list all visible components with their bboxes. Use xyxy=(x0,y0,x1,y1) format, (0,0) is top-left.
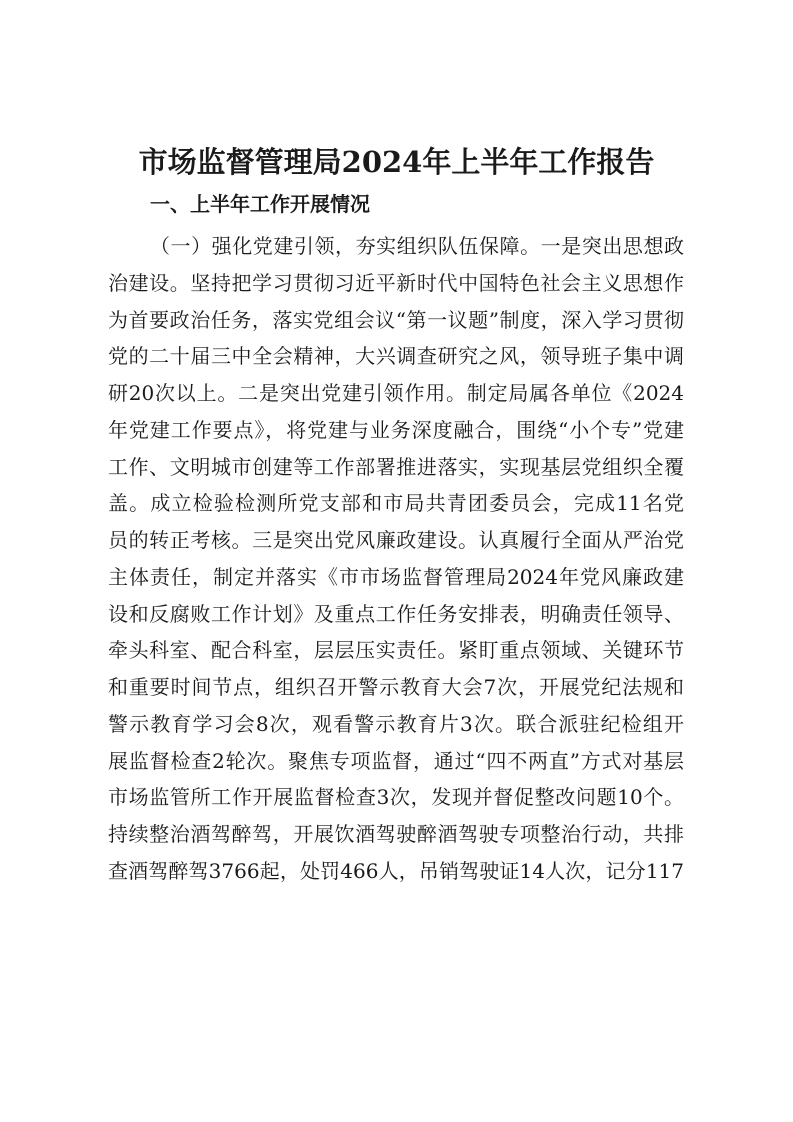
paragraph-line: 年党建工作要点》，将党建与业务深度融合，围绕“小个专”党建 xyxy=(108,417,684,442)
section-heading: 一、上半年工作开展情况 xyxy=(150,192,370,216)
paragraph-line: 盖。成立检验检测所党支部和市局共青团委员会，完成11名党 xyxy=(108,491,684,516)
paragraph-line: 治建设。坚持把学习贯彻习近平新时代中国特色社会主义思想作 xyxy=(108,270,684,295)
paragraph-line: 持续整治酒驾醉驾，开展饮酒驾驶醉酒驾驶专项整治行动，共排 xyxy=(108,822,684,846)
paragraph-line: 牵头科室、配合科室，层层压实责任。紧盯重点领域、关键环节 xyxy=(108,638,684,663)
paragraph-line: 为首要政治任务，落实党组会议“第一议题”制度，深入学习贯彻 xyxy=(108,307,684,332)
paragraph-line: 工作、文明城市创建等工作部署推进落实，实现基层党组织全覆 xyxy=(108,454,684,479)
paragraph-line: 展监督检查2轮次。聚焦专项监督，通过“四不两直”方式对基层 xyxy=(108,748,684,773)
body-paragraph xyxy=(108,228,684,890)
paragraph-line: 主体责任，制定并落实《市市场监督管理局2024年党风廉政建 xyxy=(108,564,684,589)
paragraph-line: 查酒驾醉驾3766起，处罚466人，吊销驾驶证14人次，记分117 xyxy=(108,858,684,883)
paragraph-line: （一）强化党建引领，夯实组织队伍保障。一是突出思想政 xyxy=(150,234,684,258)
document-title: 市场监督管理局2024年上半年工作报告 xyxy=(138,145,655,179)
paragraph-line: 研20次以上。二是突出党建引领作用。制定局属各单位《2024 xyxy=(108,381,684,405)
paragraph-line: 警示教育学习会8次，观看警示教育片3次。联合派驻纪检组开 xyxy=(108,711,684,736)
paragraph-line: 和重要时间节点，组织召开警示教育大会7次，开展党纪法规和 xyxy=(108,675,684,699)
paragraph-line: 党的二十届三中全会精神，大兴调查研究之风，领导班子集中调 xyxy=(108,344,684,369)
paragraph-line: 设和反腐败工作计划》及重点工作任务安排表，明确责任领导、 xyxy=(108,601,684,626)
paragraph-line: 员的转正考核。三是突出党风廉政建设。认真履行全面从严治党 xyxy=(108,528,684,552)
paragraph-line: 市场监管所工作开展监督检查3次，发现并督促整改问题10个。 xyxy=(108,785,684,810)
